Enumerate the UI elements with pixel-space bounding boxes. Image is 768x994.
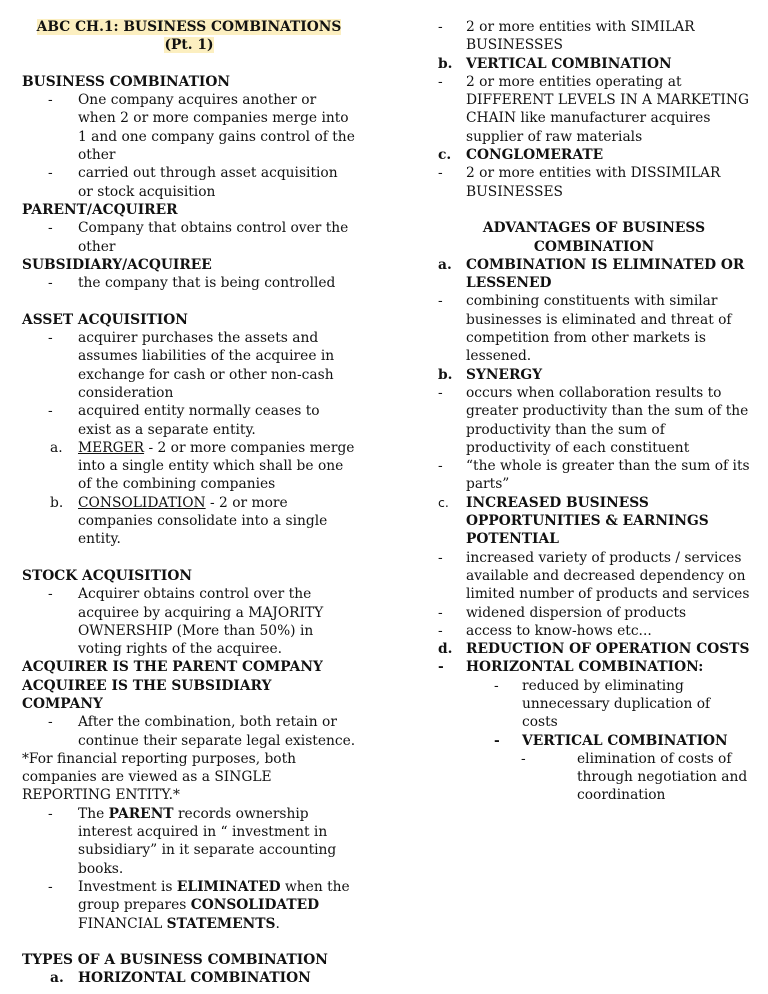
advantage-c: c. INCREASED BUSINESS OPPORTUNITIES & EARNINGS POTENTIAL	[438, 494, 709, 548]
left-column	[22, 18, 356, 988]
asset-acquisition-heading: ASSET ACQUISITION	[22, 311, 188, 328]
list-item: - combining constituents with similar businesses is eliminated and threat of competition from other markets is lessened.	[438, 293, 732, 365]
list-item: - elimination of costs of through negotiation and coordination	[521, 750, 748, 804]
document-title	[22, 18, 356, 55]
right-column	[438, 18, 750, 805]
list-item: - 2 or more entities with SIMILAR BUSINESSES	[438, 19, 695, 54]
advantage-d: d. REDUCTION OF OPERATION COSTS	[438, 641, 750, 658]
list-item: - 2 or more entities operating at DIFFERENT LEVELS IN A MARKETING CHAIN like manufacturer acquires supplier of raw materials	[438, 73, 749, 145]
subsidiary-acquiree-heading: SUBSIDIARY/ACQUIREE	[22, 256, 212, 273]
list-item: - 2 or more entities with DISSIMILAR BUSINESSES	[438, 165, 721, 200]
list-item: - occurs when collaboration results to greater productivity than the sum of the productivity than the sum of productivity of each constituent	[438, 384, 749, 456]
subsidiary-company-statement: ACQUIREE IS THE SUBSIDIARY COMPANY	[22, 677, 272, 712]
business-combination-heading: BUSINESS COMBINATION	[22, 73, 230, 90]
parent-acquirer-heading: PARENT/ACQUIRER	[22, 201, 178, 218]
advantage-b: b. SYNERGY	[438, 366, 543, 383]
list-item: - After the combination, both retain or continue their separate legal existence.	[48, 714, 356, 749]
list-item: - One company acquires another or when 2 or more companies merge into 1 and one company gains control of the other	[48, 92, 355, 164]
list-item: - acquirer purchases the assets and assumes liabilities of the acquiree in exchange for cash or other non-cash consideration	[48, 330, 335, 401]
list-item: - access to know-hows etc...	[438, 622, 652, 639]
list-item: - acquired entity normally ceases to exist as a separate entity.	[48, 403, 320, 438]
list-item: - VERTICAL COMBINATION	[494, 732, 728, 749]
list-item: - widened dispersion of products	[438, 604, 687, 621]
list-item-conglomerate: c. CONGLOMERATE	[438, 147, 604, 164]
stock-acquisition-heading: STOCK ACQUISITION	[22, 567, 192, 584]
list-item: - Company that obtains control over the other	[48, 220, 349, 255]
list-item: - the company that is being controlled	[48, 275, 336, 292]
list-item: - Acquirer obtains control over the acquiree by acquiring a MAJORITY OWNERSHIP (More than 50%) in voting rights of the acquiree.	[48, 586, 324, 658]
advantages-heading: ADVANTAGES OF BUSINESS COMBINATION	[482, 220, 706, 255]
list-item-vertical: b. VERTICAL COMBINATION	[438, 55, 672, 72]
list-item: - “the whole is greater than the sum of its parts”	[438, 458, 750, 493]
advantage-a: a. COMBINATION IS ELIMINATED OR LESSENED	[438, 256, 745, 292]
types-heading: TYPES OF A BUSINESS COMBINATION	[22, 952, 328, 969]
parent-company-statement: ACQUIRER IS THE PARENT COMPANY	[22, 659, 323, 676]
consolidation-term: CONSOLIDATION	[78, 494, 206, 511]
list-item-consolidation: b. CONSOLIDATION - 2 or more companies consolidate into a single entity.	[50, 494, 328, 548]
reporting-note: *For financial reporting purposes, both companies are viewed as a SINGLE REPORTING ENTITY.*	[22, 750, 297, 804]
list-item: - HORIZONTAL COMBINATION:	[438, 659, 704, 676]
list-item: - increased variety of products / services available and decreased dependency on limited number of products and services	[438, 549, 750, 603]
list-item: - reduced by eliminating unnecessary duplication of costs	[494, 677, 711, 731]
list-item-merger: a. MERGER - 2 or more companies merge into a single entity which shall be one of the combining companies	[50, 439, 355, 493]
title-line-2: (Pt. 1)	[164, 37, 214, 54]
title-line-1: ABC CH.1: BUSINESS COMBINATIONS	[36, 19, 342, 35]
list-item: - carried out through asset acquisition or stock acquisition	[48, 165, 338, 200]
list-item: - The PARENT records ownership interest acquired in “ investment in subsidiary” in it separate accounting books.	[48, 805, 337, 877]
merger-term: MERGER	[78, 439, 145, 456]
list-item: - Investment is ELIMINATED when the group prepares CONSOLIDATED FINANCIAL STATEMENTS.	[48, 878, 350, 932]
list-item-horizontal: a. HORIZONTAL COMBINATION	[50, 970, 311, 987]
